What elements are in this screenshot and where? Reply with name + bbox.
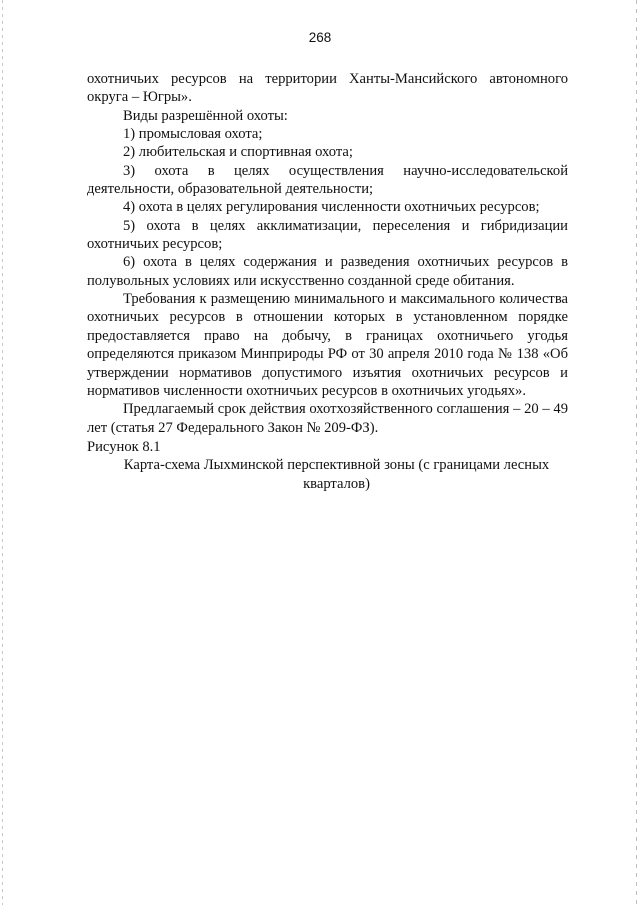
paragraph-agreement-term: Предлагаемый срок действия охотхозяйственного соглашения – 20 – 49 лет (статья 27 Федерального Закон № 209-ФЗ). xyxy=(87,401,568,436)
paragraph-hunting-types-heading: Виды разрешённой охоты: xyxy=(123,107,288,124)
list-item-amateur-hunting: 2) любительская и спортивная охота; xyxy=(123,144,353,161)
page-number: 268 xyxy=(308,30,332,45)
list-item-commercial-hunting: 1) промысловая охота; xyxy=(123,126,263,143)
scan-edge-right xyxy=(636,0,637,905)
paragraph-requirements: Требования к размещению минимального и максимального количества охотничьих ресурсов в отношении которых в установленном порядке предоставляется право на добычу, в границах охотничьего угодья определяются приказом Минприроды РФ от 30 апреля 2010 года № 138 «Об утверждении нормативов допустимого изъятия охотничьих ресурсов и нормативов численности охотничьих ресурсов в охотничьих угодьях». xyxy=(87,291,568,399)
list-item-breeding-hunting: 6) охота в целях содержания и разведения охотничьих ресурсов в полувольных условиях или искусственно созданной среде обитания. xyxy=(87,254,568,289)
list-item-acclimatization-hunting: 5) охота в целях акклиматизации, переселения и гибридизации охотничьих ресурсов; xyxy=(87,217,568,253)
scan-edge-left xyxy=(2,0,3,905)
figure-caption: Карта-схема Лыхминской перспективной зоны (с границами лесных кварталов) xyxy=(123,457,550,492)
list-item-research-hunting: 3) охота в целях осуществления научно-исследовательской деятельности, образовательной деятельности; xyxy=(87,162,568,198)
document-body xyxy=(87,70,568,493)
figure-label: Рисунок 8.1 xyxy=(87,438,161,455)
paragraph-continuation: охотничьих ресурсов на территории Ханты-Мансийского автономного округа – Югры». xyxy=(87,71,568,106)
list-item-regulation-hunting: 4) охота в целях регулирования численности охотничьих ресурсов; xyxy=(123,199,540,216)
